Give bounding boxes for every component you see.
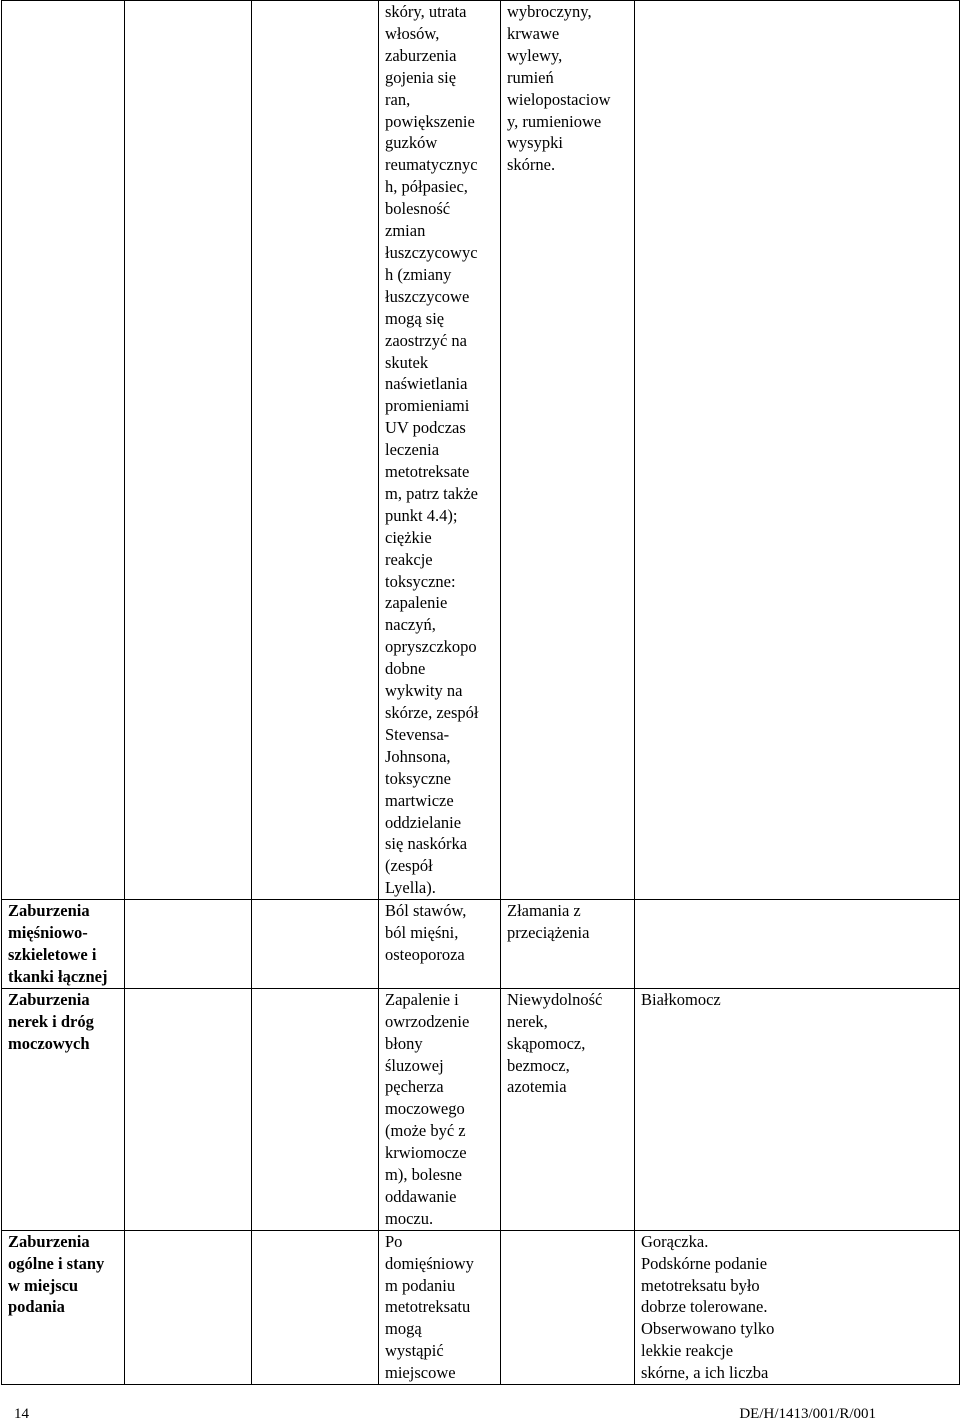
- table-cell-rare: [501, 1, 635, 900]
- page-number: 14: [14, 1406, 29, 1422]
- table-cell-very-common: [125, 988, 252, 1230]
- table-cell-rare: [501, 988, 635, 1230]
- table-row: [2, 900, 960, 989]
- table-cell-rare-text: wybroczyny, krwawe wylewy, rumień wielopostaciow y, rumieniowe wysypki skórne.: [507, 2, 611, 175]
- table-cell-common: [252, 900, 379, 989]
- table-cell-rare-text: Złamania z przeciążenia: [507, 901, 590, 943]
- table-cell-uncommon-text: skóry, utrata włosów, zaburzenia gojenia się ran, powiększenie guzków reumatycznyc h, półpasiec, bolesność zmian łuszczycowyc h (zmiany łuszczycowe mogą się zaostrzyć na skutek naświetlania promieniami UV podczas leczenia metotreksate m, patrz także punkt 4.4); ciężkie reakcje toksyczne: zapalenie naczyń, opryszczkopo dobne wykwity na skórze, zespół Stevensa- Johnsona, toksyczne martwicze oddzielanie się naskórka (zespół Lyella).: [385, 2, 479, 898]
- adverse-reactions-table: [1, 0, 960, 1385]
- table-cell-soc-text: Zaburzenia ogólne i stany w miejscu podania: [8, 1231, 105, 1317]
- table-cell-rare-text: Niewydolność nerek, skąpomocz, bezmocz, azotemia: [507, 989, 603, 1097]
- table-cell-very-common: [125, 1, 252, 900]
- table-cell-common: [252, 988, 379, 1230]
- table-cell-rare: [501, 900, 635, 989]
- table-cell-very-rare: [635, 900, 960, 989]
- table-cell-uncommon: [379, 988, 501, 1230]
- table-cell-soc: [2, 988, 125, 1230]
- table-cell-soc: [2, 1, 125, 900]
- table-cell-uncommon: [379, 1, 501, 900]
- table-cell-very-rare-text: Gorączka. Podskórne podanie metotreksatu było dobrze tolerowane. Obserwowano tylko lekkie reakcje skórne, a ich liczba: [641, 1231, 775, 1383]
- table-cell-very-common: [125, 900, 252, 989]
- table-cell-uncommon-text: Ból stawów, ból mięśni, osteoporoza: [385, 901, 467, 964]
- table-cell-very-common: [125, 1230, 252, 1384]
- table-cell-very-rare: [635, 1, 960, 900]
- table-cell-common: [252, 1230, 379, 1384]
- table-cell-rare: [501, 1230, 635, 1384]
- table-cell-common: [252, 1, 379, 900]
- table-row: [2, 1, 960, 900]
- table-cell-very-rare: [635, 1230, 960, 1384]
- table-cell-very-rare: [635, 988, 960, 1230]
- table-cell-soc-text: Zaburzenia mięśniowo- szkieletowe i tkanki łącznej: [8, 901, 108, 986]
- table-cell-very-rare-text: Białkomocz: [641, 989, 721, 1009]
- table-cell-soc: [2, 1230, 125, 1384]
- table-cell-uncommon-text: Zapalenie i owrzodzenie błony śluzowej pęcherza moczowego (może być z krwiomocze m), bolesne oddawanie moczu.: [385, 989, 470, 1228]
- table-row: [2, 988, 960, 1230]
- table-cell-uncommon-text: Po domięśniowy m podaniu metotreksatu mogą wystąpić miejscowe: [385, 1231, 474, 1383]
- table-cell-soc-text: Zaburzenia nerek i dróg moczowych: [8, 989, 94, 1053]
- document-reference: DE/H/1413/001/R/001: [739, 1406, 876, 1422]
- table-row: [2, 1230, 960, 1384]
- table-cell-uncommon: [379, 900, 501, 989]
- table-cell-uncommon: [379, 1230, 501, 1384]
- table-cell-soc: [2, 900, 125, 989]
